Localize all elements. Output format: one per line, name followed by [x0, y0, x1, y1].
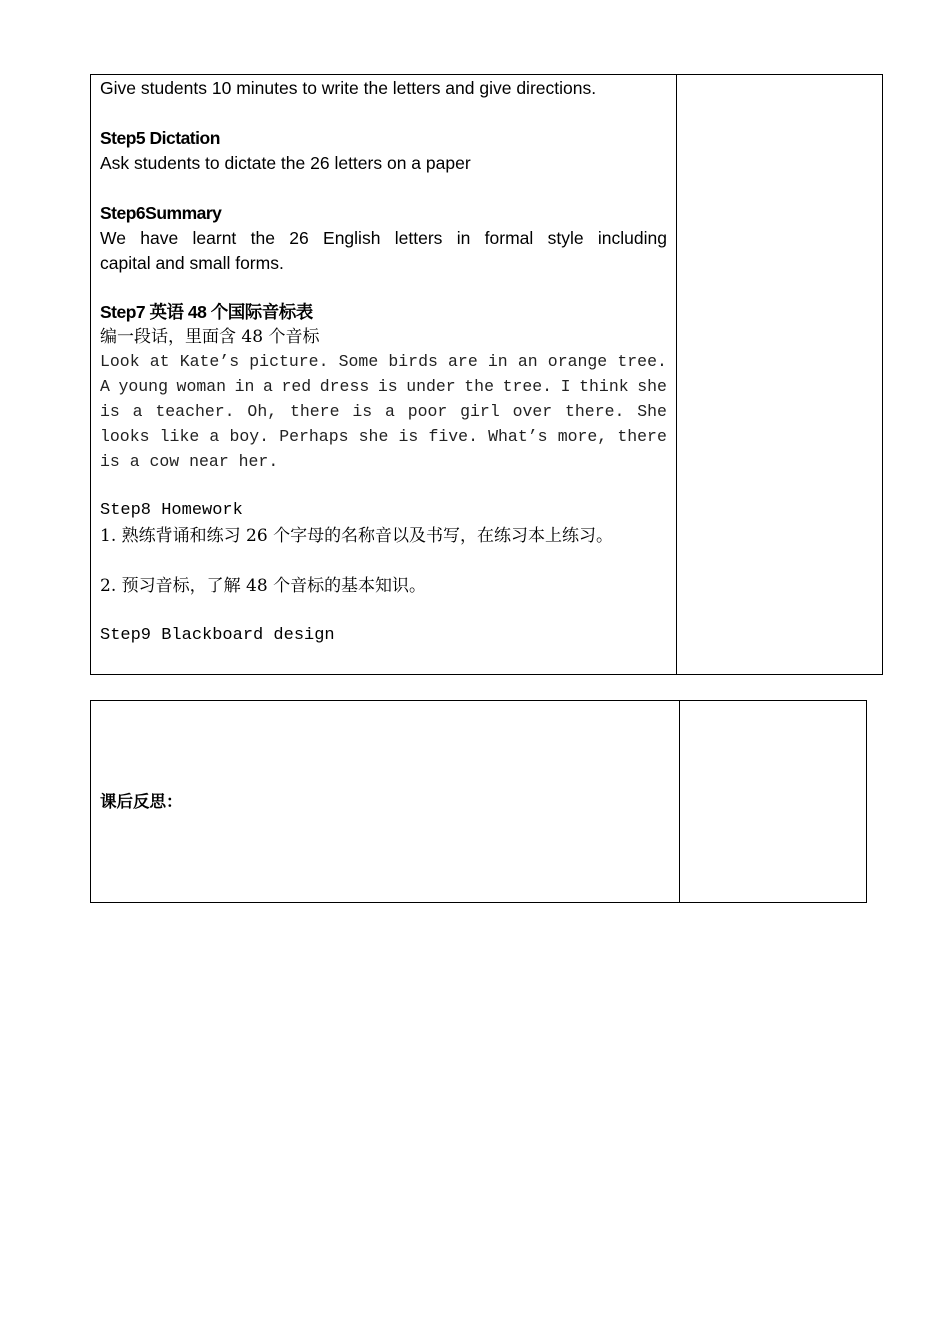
summary-word: learnt: [192, 228, 237, 248]
passage-word: dress: [319, 377, 370, 396]
summary-word: We: [100, 228, 126, 248]
passage-line: [100, 425, 667, 449]
passage-word: five.: [428, 427, 478, 446]
step5-heading: Step5 Dictation: [100, 128, 220, 148]
summary-word: the: [250, 228, 275, 248]
passage-line: [100, 400, 667, 424]
passage-word: Look: [100, 352, 140, 371]
passage-word: a: [209, 427, 220, 446]
step6-line2: capital and small forms.: [100, 253, 284, 273]
passage-word: there: [289, 402, 340, 421]
passage-word: in: [487, 352, 508, 371]
reflection-table: [90, 700, 867, 903]
passage-word: picture.: [249, 352, 329, 371]
passage-word: A: [100, 377, 110, 396]
passage-word: Perhaps: [279, 427, 349, 446]
step9-heading: Step9 Blackboard design: [100, 626, 335, 645]
passage-word: tree.: [617, 352, 667, 371]
passage-word: birds: [388, 352, 438, 371]
step6-heading: Step6Summary: [100, 203, 222, 223]
summary-word: have: [140, 228, 179, 248]
passage-word: is: [352, 402, 373, 421]
passage-word: a: [263, 377, 273, 396]
passage-word: Oh,: [247, 402, 278, 421]
passage-word: there: [617, 427, 667, 446]
step5-text: Ask students to dictate the 26 letters on a paper: [100, 153, 471, 173]
passage-word: girl: [460, 402, 500, 421]
passage-word: What’s: [488, 427, 548, 446]
passage-word: under: [406, 377, 456, 396]
step6-line1: [100, 226, 667, 250]
table-column-divider: [676, 75, 677, 674]
passage-word: she: [637, 377, 667, 396]
passage-word: think: [579, 377, 629, 396]
table-column-divider: [679, 701, 680, 902]
passage-word: teacher.: [155, 402, 235, 421]
summary-word: letters: [394, 228, 443, 248]
passage-word: tree.: [502, 377, 553, 396]
passage-word: a: [132, 402, 143, 421]
passage-word: is: [377, 377, 398, 396]
passage-word: there.: [565, 402, 625, 421]
passage-word: more,: [557, 427, 608, 446]
passage-word: She: [637, 402, 667, 421]
passage-word: looks: [100, 427, 150, 446]
passage-word: a: [384, 402, 395, 421]
summary-word: in: [456, 228, 471, 248]
passage-word: is: [398, 427, 419, 446]
passage-word: the: [464, 377, 494, 396]
summary-word: style: [547, 228, 584, 248]
passage-word: in: [234, 377, 255, 396]
passage-line: [100, 375, 667, 399]
passage-word: like: [159, 427, 200, 446]
passage-word: orange: [547, 352, 608, 371]
passage-word: she: [358, 427, 389, 446]
passage-line: [100, 350, 667, 374]
passage-word: woman: [176, 377, 227, 396]
reflection-label: 课后反思：: [100, 792, 183, 811]
passage-word: at: [149, 352, 170, 371]
passage-last-line: is a cow near her.: [100, 452, 279, 471]
summary-word: English: [323, 228, 381, 248]
homework-item-2: 2. 预习音标，了解 48 个音标的基本知识。: [100, 576, 427, 596]
homework-item-1: 1. 熟练背诵和练习 26 个字母的名称音以及书写，在练习本上练习。: [100, 526, 614, 546]
step7-subheading: 编一段话，里面含 48 个音标: [100, 327, 320, 347]
intro-text: Give students 10 minutes to write the letters and give directions.: [100, 78, 597, 98]
passage-word: are: [448, 352, 478, 371]
passage-word: poor: [407, 402, 448, 421]
summary-word: including: [597, 228, 667, 248]
passage-word: over: [512, 402, 553, 421]
summary-word: formal: [484, 228, 534, 248]
passage-word: an: [517, 352, 538, 371]
passage-word: red: [281, 377, 312, 396]
passage-word: I: [560, 377, 571, 396]
passage-word: Some: [338, 352, 379, 371]
passage-word: young: [118, 377, 168, 396]
step8-heading: Step8 Homework: [100, 501, 243, 520]
passage-word: boy.: [229, 427, 270, 446]
passage-word: Kate’s: [179, 352, 240, 371]
summary-word: 26: [289, 228, 309, 248]
passage-word: is: [100, 402, 120, 421]
step7-heading: Step7 英语 48 个国际音标表: [100, 302, 313, 322]
